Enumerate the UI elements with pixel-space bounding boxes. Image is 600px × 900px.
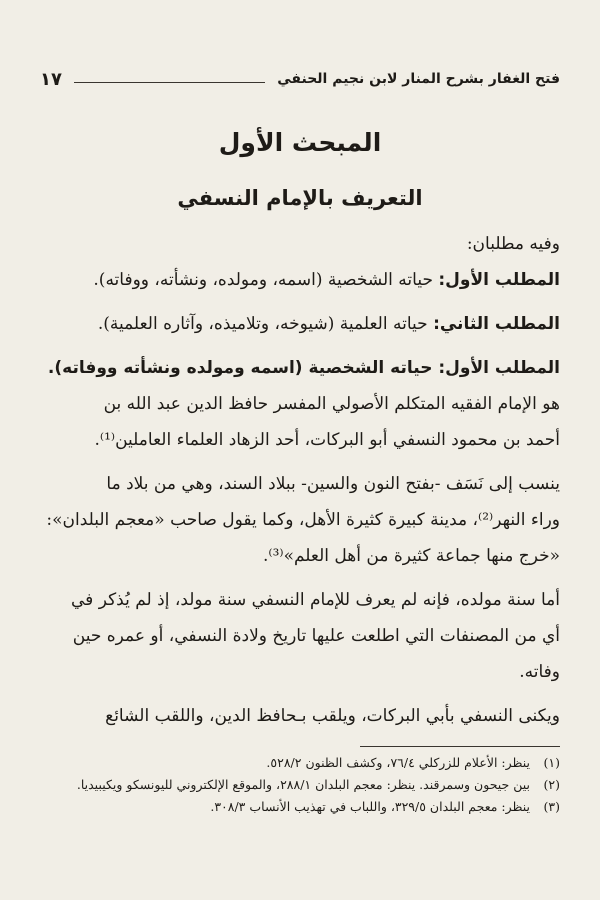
- list-item: [44, 306, 560, 342]
- footnote-text: ينظر: معجم البلدان ٣٢٩/٥، واللباب في تهذيب الأنساب ٣٠٨/٣.: [210, 799, 531, 814]
- item-label: المطلب الثاني:: [433, 314, 560, 334]
- paragraph-line: ويكنى النسفي بأبي البركات، ويلقب بـحافظ الدين، واللقب الشائع: [105, 706, 560, 726]
- body-text: [44, 226, 560, 734]
- header-title: فتح الغفار بشرح المنار لابن نجيم الحنفي: [277, 71, 560, 87]
- paragraph-line: وفاته.: [519, 662, 560, 682]
- footnotes: [40, 752, 560, 818]
- running-header: [40, 62, 560, 96]
- paragraph-line: وراء النهر⁽²⁾، مدينة كبيرة كثيرة الأهل، وكما يقول صاحب «معجم البلدان»:: [46, 510, 560, 530]
- paragraph-line: ينسب إلى نَسَف -بفتح النون والسين- ببلاد السند، وهي من بلاد ما: [106, 474, 560, 494]
- subsection-title: المطلب الأول: حياته الشخصية (اسمه ومولده ونشأته ووفاته).: [47, 358, 560, 378]
- footnote-rule: [360, 746, 560, 747]
- item-label: المطلب الأول:: [438, 270, 560, 290]
- item-text: حياته الشخصية (اسمه، ومولده، ونشأته، ووفاته).: [93, 270, 433, 290]
- footnote-number: (٢): [543, 777, 560, 792]
- section-title: التعريف بالإمام النسفي: [177, 186, 423, 210]
- intro-line: وفيه مطلبان:: [466, 234, 560, 254]
- paragraph-line: أي من المصنفات التي اطلعت عليها تاريخ ولادة النسفي، أو عمره حين: [72, 626, 560, 646]
- footnote: [40, 752, 560, 774]
- footnote-text: ينظر: الأعلام للزركلي ٧٦/٤، وكشف الظنون ٥٢٨/٢.: [266, 755, 531, 770]
- paragraph-line: أما سنة مولده، فإنه لم يعرف للإمام النسفي سنة مولد، إذ لم يُذكر في: [71, 590, 560, 610]
- page-number: ١٧: [40, 68, 62, 90]
- chapter-title: المبحث الأول: [218, 128, 382, 157]
- footnote-number: (٣): [543, 799, 560, 814]
- footnote-text: بين جيحون وسمرقند. ينظر: معجم البلدان ٢٨٨/١، والموقع الإلكتروني لليونسكو ويكيبيديا.: [76, 777, 531, 792]
- footnote: [40, 796, 560, 818]
- footnote-number: (١): [543, 755, 560, 770]
- footnote: [40, 774, 560, 796]
- paragraph-line: هو الإمام الفقيه المتكلم الأصولي المفسر حافظ الدين عبد الله بن: [103, 394, 560, 414]
- paragraph-line: «خرج منها جماعة كثيرة من أهل العلم»⁽³⁾.: [262, 546, 560, 566]
- list-item: [44, 262, 560, 298]
- header-rule: [74, 82, 265, 83]
- paragraph-line: أحمد بن محمود النسفي أبو البركات، أحد الزهاد العلماء العاملين⁽¹⁾.: [94, 430, 560, 450]
- item-text: حياته العلمية (شيوخه، وتلاميذه، وآثاره العلمية).: [97, 314, 428, 334]
